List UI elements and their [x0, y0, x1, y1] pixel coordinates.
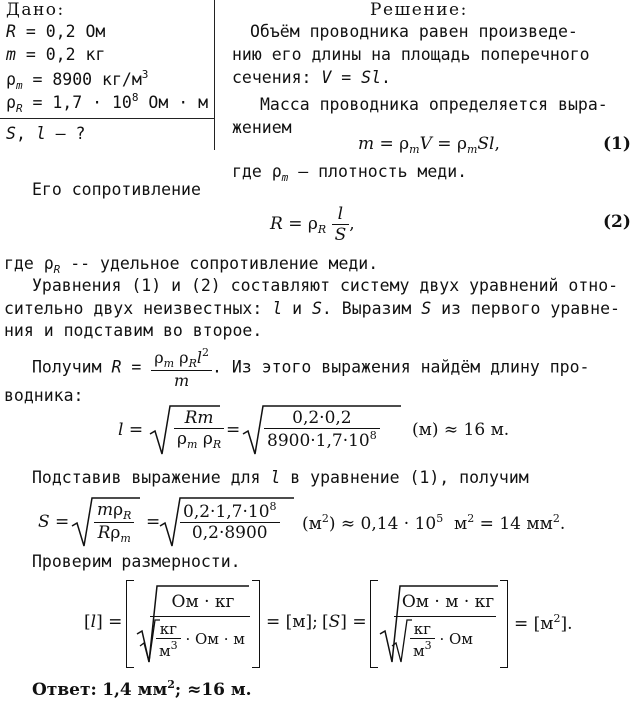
given-find: S, l — ?	[6, 124, 86, 143]
para2-line1: Масса проводника определяется выра-	[260, 95, 608, 114]
para3-line1: Уравнения (1) и (2) составляют систему двух уравнений отно-	[32, 276, 619, 295]
para1-line3: сечения: V = Sl.	[232, 68, 391, 87]
solution-heading: Решение:	[370, 0, 468, 20]
para4-num: $\rho_m$ $\rho_Rl^2$	[151, 346, 212, 371]
equation-1: $m = \rho_mV = \rho_mSl$,	[358, 134, 500, 156]
para5: Подставив выражение для l в уравнение (1), получим	[32, 468, 529, 487]
dim-l-bracket-left	[126, 580, 134, 668]
para4-line1: Получим R = $\frac{\rho_m \rho_Rl^2}{m}$ . Из этого выражения найдём длину про-	[32, 346, 590, 390]
length-frac1: $\frac{Rm}{\rho_m \rho_R}$	[174, 408, 224, 451]
para4-fraction	[151, 346, 212, 390]
dim-s-inner-sqrt	[392, 618, 412, 664]
answer-text: 1,4 $мм^2$; ≈16 м.	[102, 678, 252, 700]
area-lhs: S =	[38, 512, 70, 532]
given-divider	[0, 118, 214, 119]
given-title: Дано:	[6, 0, 65, 20]
eq2-num: l	[332, 204, 350, 225]
given-block	[0, 0, 215, 150]
given-density: $\rho_m = 8900$ $кг/м^3$	[6, 68, 149, 92]
dim-s-bracket-right	[500, 580, 508, 668]
equation-2-fraction	[332, 204, 350, 245]
given-mass: m = 0,2 кг	[6, 45, 106, 64]
dim-l-frac-line	[150, 616, 250, 617]
para4-den: m	[174, 371, 190, 390]
dim-s-result: = $[м^2]$.	[514, 612, 573, 634]
equation-2-number: (2)	[603, 212, 631, 232]
para1-line1: Объём проводника равен произведе-	[250, 22, 578, 41]
area-frac1: $\frac{m\rho_R}{R\rho_m}$	[94, 500, 134, 545]
para3-line3: ния и подставим во второе.	[4, 321, 263, 340]
dim-l-bracket-right	[252, 580, 260, 668]
resistance-intro: Его сопротивление	[32, 180, 201, 199]
dim-s-inner: $\frac{кг}{м^3}$ · Ом	[410, 620, 473, 660]
given-resistivity: $\rho_R = 1,7 \cdot 10^8$ Ом · м	[6, 91, 209, 115]
length-eq: =	[226, 420, 241, 440]
para4-line2: водника:	[4, 386, 84, 405]
dim-l-lhs: [l] =	[84, 612, 123, 632]
para6: Проверим размерности.	[32, 552, 241, 571]
given-resistance: R = 0,2 Ом	[6, 22, 106, 41]
answer	[32, 678, 252, 700]
dim-s-num: Ом · м · кг	[401, 592, 495, 612]
para3-line2: сительно двух неизвестных: l и S. Выразим S из первого уравне-	[4, 299, 620, 318]
equation-2: $R = \rho_R$ $\frac{l}{S}$ ,	[270, 204, 355, 245]
para2-line2: жением	[232, 118, 292, 137]
area-eq: =	[146, 512, 161, 532]
para1-line2: нию его длины на площадь поперечного	[232, 45, 590, 64]
dim-l-inner: $\frac{кг}{м^3}$ · Ом · м	[156, 620, 245, 660]
where-rho-r: где $\rho_R$ -- удельное сопротивление меди.	[4, 254, 379, 276]
equation-1-number: (1)	[603, 134, 631, 154]
where-rho-m: где $\rho_m$ — плотность меди.	[232, 162, 468, 184]
dim-s-frac-line	[394, 616, 496, 617]
length-frac2: $\frac{0,2\cdot 0,2}{8900\cdot 1,7\cdot 10^8}$	[264, 408, 380, 451]
area-frac2: $\frac{0,2\cdot 1,7\cdot 10^8}{0,2\cdot 8900}$	[180, 500, 280, 543]
dim-s-bracket-left	[370, 580, 378, 668]
eq2-den: S	[334, 225, 347, 245]
length-result: (м) ≈ 16 м.	[412, 420, 510, 440]
length-lhs: l =	[118, 420, 144, 440]
answer-label: Ответ:	[32, 680, 97, 700]
dim-s-lhs: [S] =	[322, 612, 367, 632]
dim-l-result: = [м];	[266, 612, 318, 632]
dim-l-num: Ом · кг	[171, 592, 235, 612]
area-result: $(м^2) \approx 0,14 \cdot 10^5$ $м^2 = 14$ $мм^2$.	[302, 512, 566, 534]
